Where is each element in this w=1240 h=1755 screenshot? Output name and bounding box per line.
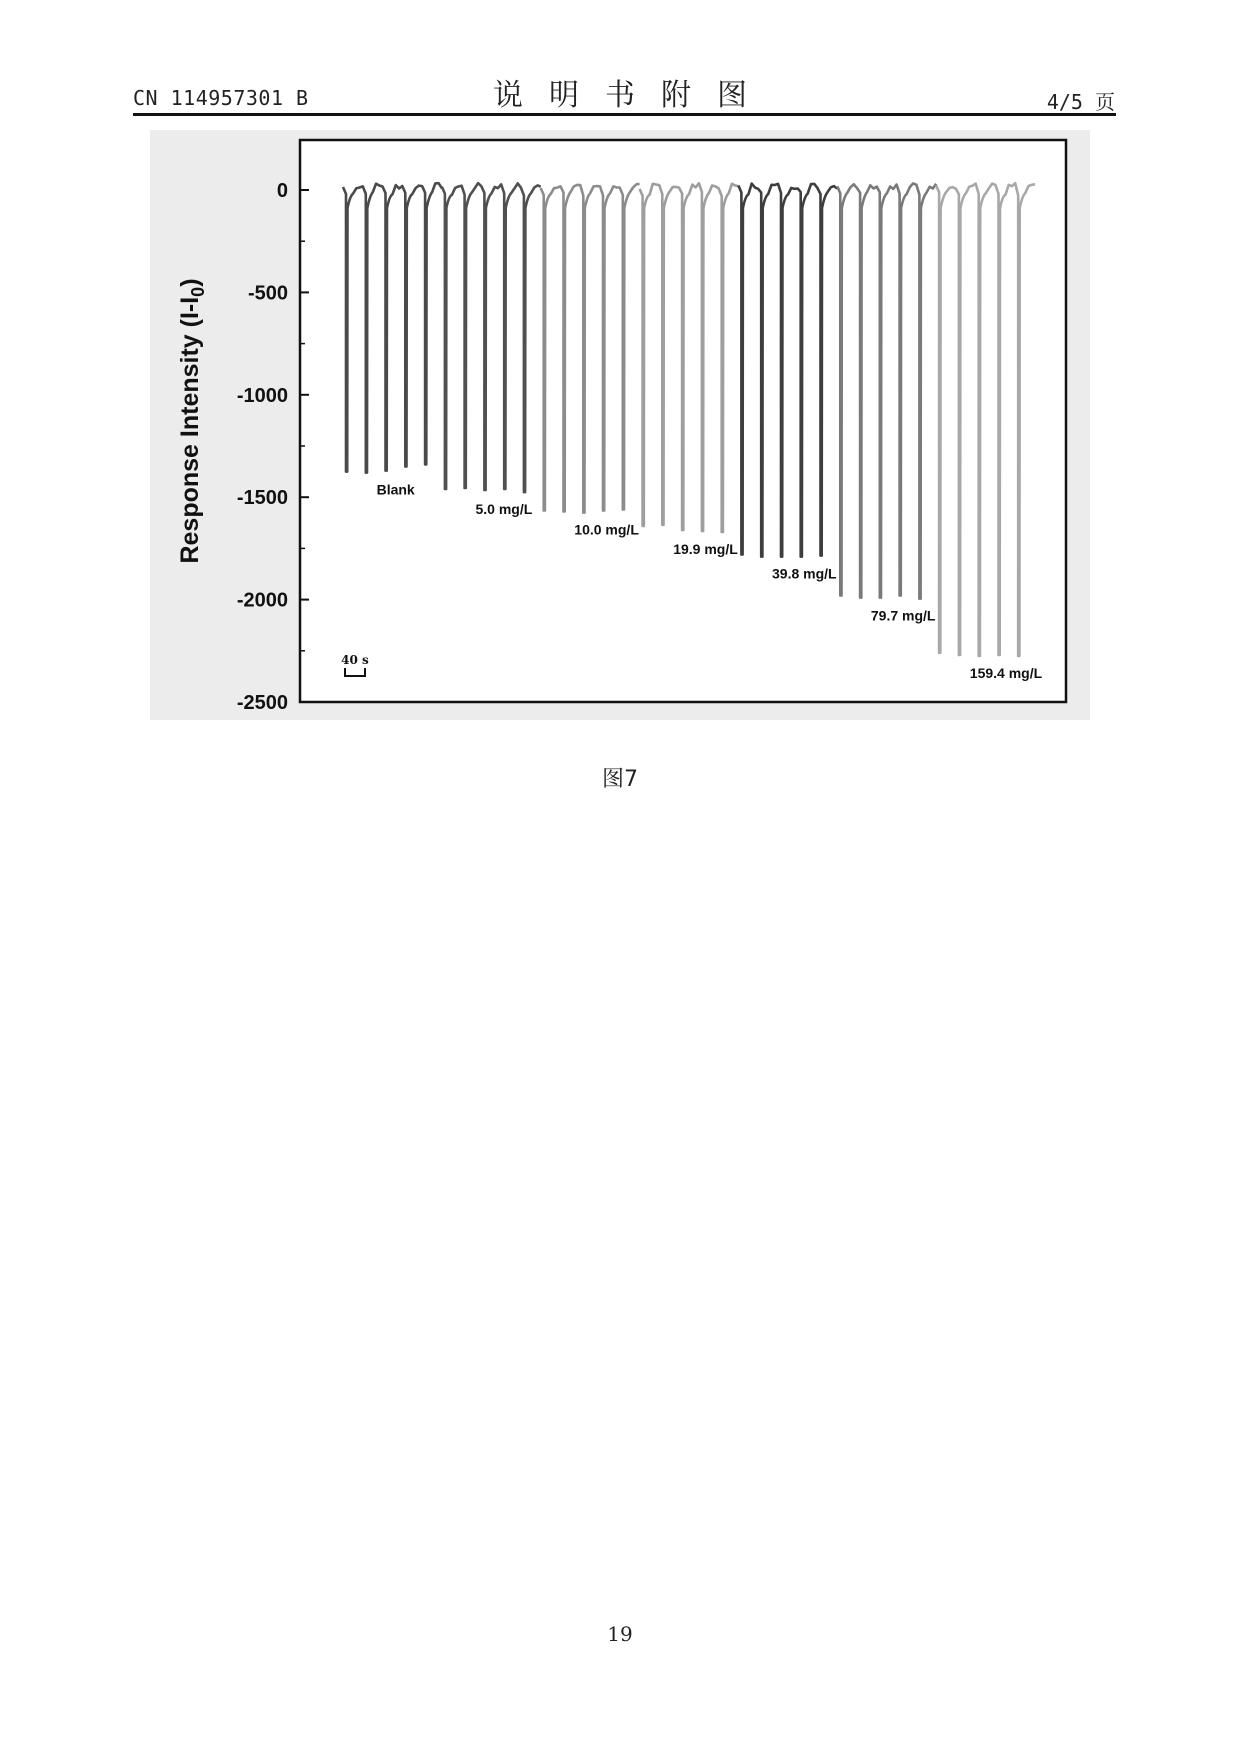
y-tick-label: -2500 xyxy=(236,692,288,714)
y-tick-label: -500 xyxy=(247,282,288,305)
y-tick-label: -2000 xyxy=(236,589,288,612)
series-label: 19.9 mg/L xyxy=(673,541,738,557)
series-label: 5.0 mg/L xyxy=(475,501,533,518)
series-label: 39.8 mg/L xyxy=(772,565,837,582)
y-tick-label: 0 xyxy=(276,180,288,202)
series-label: 159.4 mg/L xyxy=(969,664,1043,681)
header-title: 说明书附图 xyxy=(493,78,773,113)
y-ticks-group xyxy=(237,180,309,714)
page-number: 19 xyxy=(607,1622,633,1646)
page-info: 4/5 页 xyxy=(1046,90,1115,114)
patent-number: CN 114957301 B xyxy=(133,86,309,110)
response-chart xyxy=(150,130,1090,720)
series-label: 79.7 mg/L xyxy=(870,607,936,624)
chart-figure xyxy=(150,130,1090,720)
y-tick-label: -1000 xyxy=(236,384,288,407)
scale-bar-label: 40 s xyxy=(341,653,369,667)
y-axis-label: Response Intensity $(I-I_0)$ xyxy=(176,278,208,564)
figure-caption: 图7 xyxy=(602,767,638,792)
series-label: 10.0 mg/L xyxy=(574,521,639,538)
header-rule xyxy=(133,113,1116,116)
series-label: Blank xyxy=(376,481,415,498)
y-tick-label: -1500 xyxy=(236,487,288,510)
